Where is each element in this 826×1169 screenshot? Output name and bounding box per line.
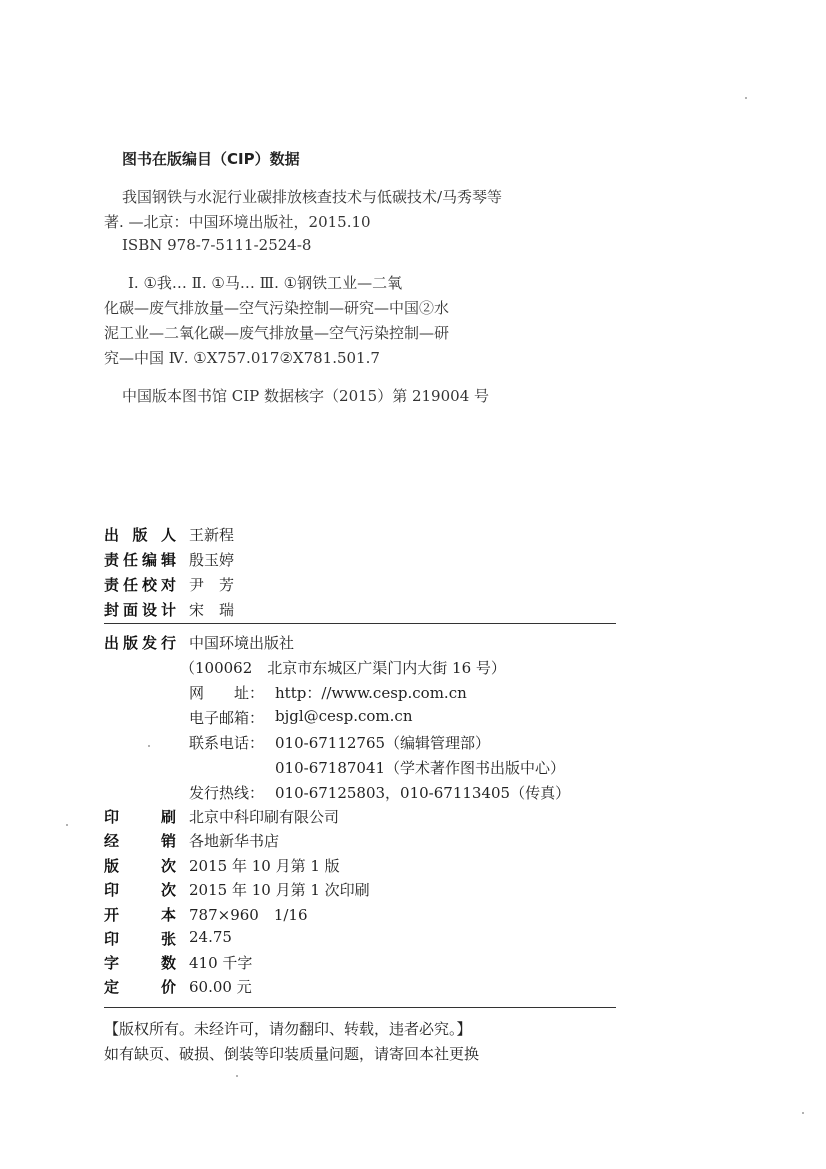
- distribution-label: 出 版 发 行: [104, 634, 176, 652]
- scan-speck: [802, 1112, 804, 1114]
- cip-classification-line-2: 化碳—废气排放量—空气污染控制—研究—中国②水: [104, 299, 450, 317]
- email-link[interactable]: bjgl@cesp.com.cn: [275, 707, 413, 725]
- hotline-numbers: 010-67125803，010-67113405（传真）: [275, 784, 571, 802]
- format-label: 开 本: [104, 906, 176, 924]
- distributor-label: 经 销: [104, 832, 176, 850]
- cover-designer-name: 宋 瑞: [189, 601, 235, 619]
- price-value: 60.00 元: [189, 978, 252, 996]
- copyright-notice: 【版权所有。未经许可，请勿翻印、转载，违者必究。】: [104, 1020, 472, 1038]
- cip-book-title-line: 我国钢铁与水泥行业碳排放核查技术与低碳技术/马秀琴等: [122, 188, 503, 206]
- replacement-notice: 如有缺页、破损、倒装等印装质量问题，请寄回本社更换: [104, 1045, 480, 1063]
- printer-value: 北京中科印刷有限公司: [189, 808, 340, 826]
- scan-speck: [745, 97, 747, 99]
- proofreader-name: 尹 芳: [189, 576, 235, 594]
- printing-label: 印 次: [104, 881, 176, 899]
- email-label: 电子邮箱：: [189, 709, 265, 727]
- format-value: 787×960 1/16: [189, 906, 308, 924]
- proofreader-label: 责 任 校 对: [104, 576, 176, 594]
- divider: [104, 623, 616, 624]
- cip-isbn: ISBN 978-7-5111-2524-8: [122, 236, 312, 254]
- phone-label: 联系电话：: [189, 734, 265, 752]
- website-label: 网 址：: [189, 684, 265, 702]
- cip-classification-line-3: 泥工业—二氧化碳—废气排放量—空气污染控制—研: [104, 324, 450, 342]
- distributor-value: 各地新华书店: [189, 832, 280, 850]
- price-label: 定 价: [104, 978, 176, 996]
- cover-design-label: 封 面 设 计: [104, 601, 176, 619]
- sheets-value: 24.75: [189, 928, 232, 946]
- printer-label: 印 刷: [104, 808, 176, 826]
- cip-classification-line-1: Ⅰ. ①我… Ⅱ. ①马… Ⅲ. ①钢铁工业—二氧: [128, 274, 403, 292]
- word-count-label: 字 数: [104, 954, 176, 972]
- printing-value: 2015 年 10 月第 1 次印刷: [189, 881, 370, 899]
- cip-record-number: 中国版本图书馆 CIP 数据核字（2015）第 219004 号: [122, 387, 490, 405]
- scan-speck: [148, 745, 150, 747]
- hotline-label: 发行热线：: [189, 784, 265, 802]
- editor-name: 殷玉婷: [189, 551, 235, 569]
- website-link[interactable]: http：//www.cesp.com.cn: [275, 684, 467, 702]
- publisher-label: 出 版 人: [104, 526, 176, 544]
- publisher-name: 中国环境出版社: [189, 634, 295, 652]
- word-count-value: 410 千字: [189, 954, 253, 972]
- edition-label: 版 次: [104, 857, 176, 875]
- scan-speck: [66, 824, 68, 826]
- phone-editorial: 010-67112765（编辑管理部）: [275, 734, 491, 752]
- publisher-person: 王新程: [189, 526, 235, 544]
- sheets-label: 印 张: [104, 930, 176, 948]
- edition-value: 2015 年 10 月第 1 版: [189, 857, 340, 875]
- publisher-address: （100062 北京市东城区广渠门内大街 16 号）: [180, 659, 506, 677]
- cip-classification-line-4: 究—中国 Ⅳ. ①X757.017②X781.501.7: [104, 349, 380, 367]
- editor-label: 责 任 编 辑: [104, 551, 176, 569]
- phone-academic: 010-67187041（学术著作图书出版中心）: [275, 759, 566, 777]
- scan-speck: [236, 1075, 238, 1077]
- cip-title: 图书在版编目（CIP）数据: [122, 150, 300, 168]
- cip-publication-line: 著. —北京：中国环境出版社，2015.10: [104, 213, 371, 231]
- divider: [104, 1007, 616, 1008]
